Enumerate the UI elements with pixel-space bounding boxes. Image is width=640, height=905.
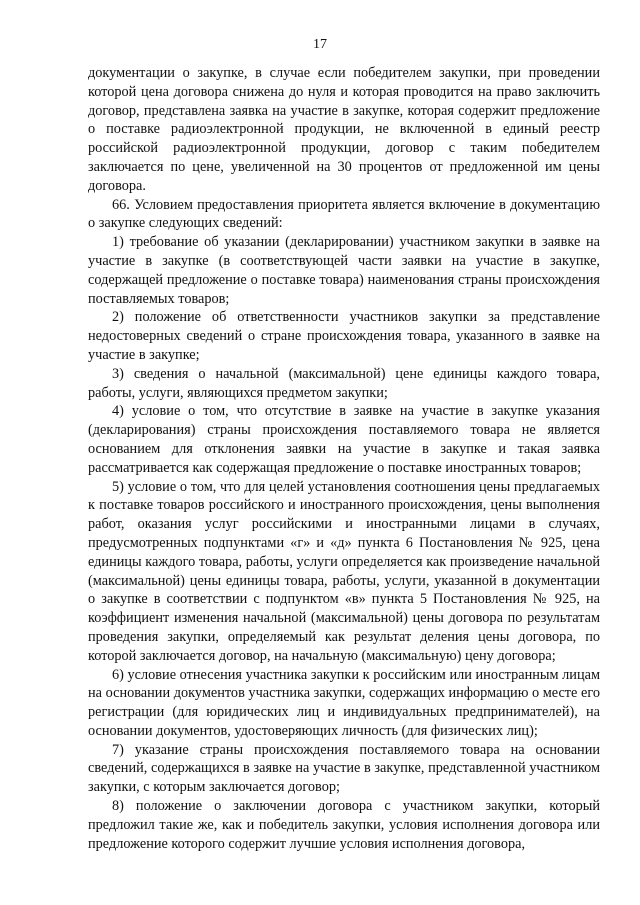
page-number: 17 [313,37,327,52]
paragraph-subitem-4: 4) условие о том, что отсутствие в заявке на участие в закупке указания (декларирования) страны происхождения поставляемого товара не является основанием для отклонения заявки на участие в закупке и такая заявка рассматривается как содержащая предложение о поставке иностранных товаров; [88,403,600,476]
paragraph-item-66: 66. Условием предоставления приоритета является включение в документацию о закупке следующих сведений: [88,196,600,232]
paragraph-subitem-7: 7) указание страны происхождения поставляемого товара на основании сведений, содержащихся в заявке на участие в закупке, представленной участником закупки, с которым заключается договор; [88,741,600,796]
paragraph-subitem-3: 3) сведения о начальной (максимальной) цене единицы каждого товара, работы, услуги, являющихся предметом закупки; [88,365,600,401]
document-body [88,64,600,853]
paragraph-subitem-8: 8) положение о заключении договора с участником закупки, который предложил такие же, как и победитель закупки, условия исполнения договора или предложение которого содержит лучшие условия исполнения договора, [88,798,600,852]
paragraph-subitem-5: 5) условие о том, что для целей установления соотношения цены предлагаемых к поставке товаров российского и иностранного происхождения, цены выполнения работ, оказания услуг российскими и иностранными лицами в случаях, предусмотренных подпунктами «г» и «д» пункта 6 Постановления № 925, цена единицы каждого товара, работы, услуги определяется как произведение начальной (максимальной) цены единицы товара, работы, услуги, указанной в документации о закупке в соответствии с подпунктом «в» пункта 5 Постановления № 925, на коэффициент изменения начальной (максимальной) цены договора по результатам проведения закупки, определяемый как результат деления цены договора, по которой заключается договор, на начальную (максимальную) цену договора; [88,478,600,664]
paragraph-subitem-1: 1) требование об указании (декларировании) участником закупки в заявке на участие в закупке (в соответствующей части заявки на участие в закупке, содержащей предложение о поставке товара) наименования страны происхождения поставляемых товаров; [88,234,600,307]
paragraph-subitem-2: 2) положение об ответственности участников закупки за представление недостоверных сведений о стране происхождения товара, указанного в заявке на участие в закупке; [88,309,600,363]
paragraph-continuation: документации о закупке, в случае если победителем закупки, при проведении которой цена договора снижена до нуля и которая проводится на право заключить договор, представлена заявка на участие в закупке, которая содержит предложение о поставке радиоэлектронной продукции, не включенной в единый реестр российской радиоэлектронной продукции, договор с таким победителем заключается по цене, увеличенной на 30 процентов от предложенной им цены договора. [88,65,600,194]
paragraph-subitem-6: 6) условие отнесения участника закупки к российским или иностранным лицам на основании документов участника закупки, содержащих информацию о месте его регистрации (для юридических лиц и индивидуальных предпринимателей), на основании документов, удостоверяющих личность (для физических лиц); [88,666,600,739]
